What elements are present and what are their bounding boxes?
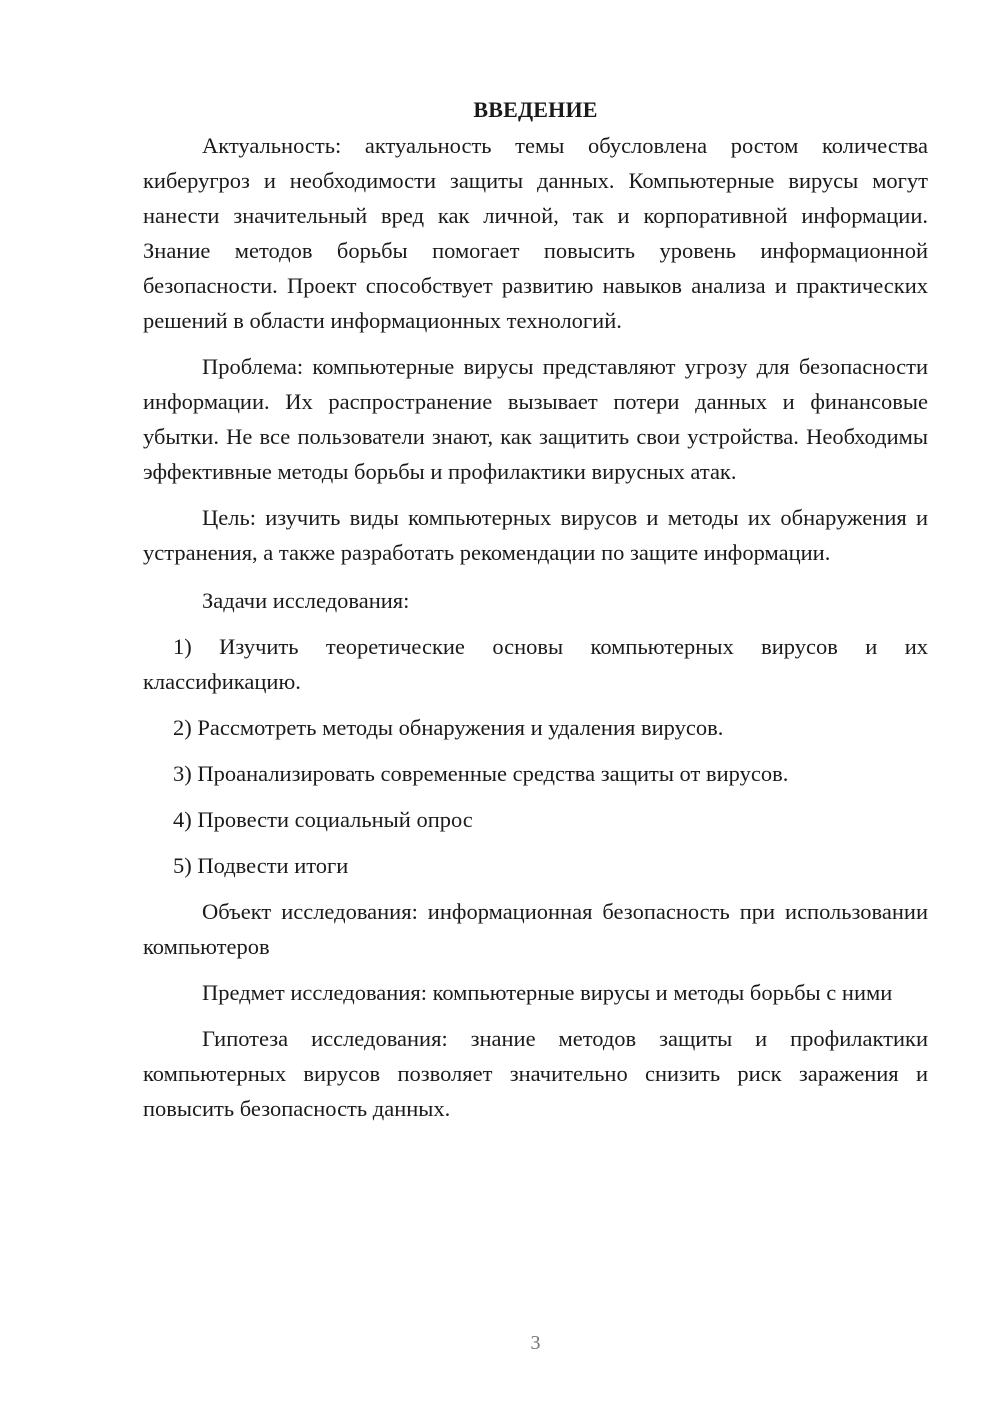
relevance-paragraph: Актуальность: актуальность темы обусловлена ростом количества киберугроз и необходимости защиты данных. Компьютерные вирусы могут нанести значительный вред как личной, так и корпоративной информации. Знание методов борьбы помогает повысить уровень информационной безопасности. Проект способствует развитию навыков анализа и практических решений в области информационных технологий. [143, 133, 928, 333]
problem-paragraph: Проблема: компьютерные вирусы представляют угрозу для безопасности информации. Их распространение вызывает потери данных и финансовые убытки. Не все пользователи знают, как защитить свои устройства. Необходимы эффективные методы борьбы и профилактики вирусных атак. [143, 354, 928, 484]
list-item: 1) Изучить теоретические основы компьютерных вирусов и их классификацию. [143, 634, 928, 694]
hypothesis-paragraph: Гипотеза исследования: знание методов защиты и профилактики компьютерных вирусов позволяет значительно снизить риск заражения и повысить безопасность данных. [143, 1026, 928, 1121]
page-title: ВВЕДЕНИЕ [473, 97, 598, 122]
list-item: 5) Подвести итоги [173, 853, 349, 878]
goal-paragraph: Цель: изучить виды компьютерных вирусов и методы их обнаружения и устранения, а также разработать рекомендации по защите информации. [143, 505, 928, 565]
object-paragraph: Объект исследования: информационная безопасность при использовании компьютеров [143, 899, 928, 959]
tasks-list [143, 629, 928, 883]
subject-paragraph: Предмет исследования: компьютерные вирусы и методы борьбы с ними [202, 980, 893, 1005]
page-content [143, 92, 928, 1126]
page-number: 3 [530, 1332, 541, 1354]
tasks-heading: Задачи исследования: [202, 588, 410, 613]
list-item: 4) Провести социальный опрос [173, 807, 473, 832]
list-item: 2) Рассмотреть методы обнаружения и удаления вирусов. [173, 715, 724, 740]
list-item: 3) Проанализировать современные средства защиты от вирусов. [173, 761, 789, 786]
